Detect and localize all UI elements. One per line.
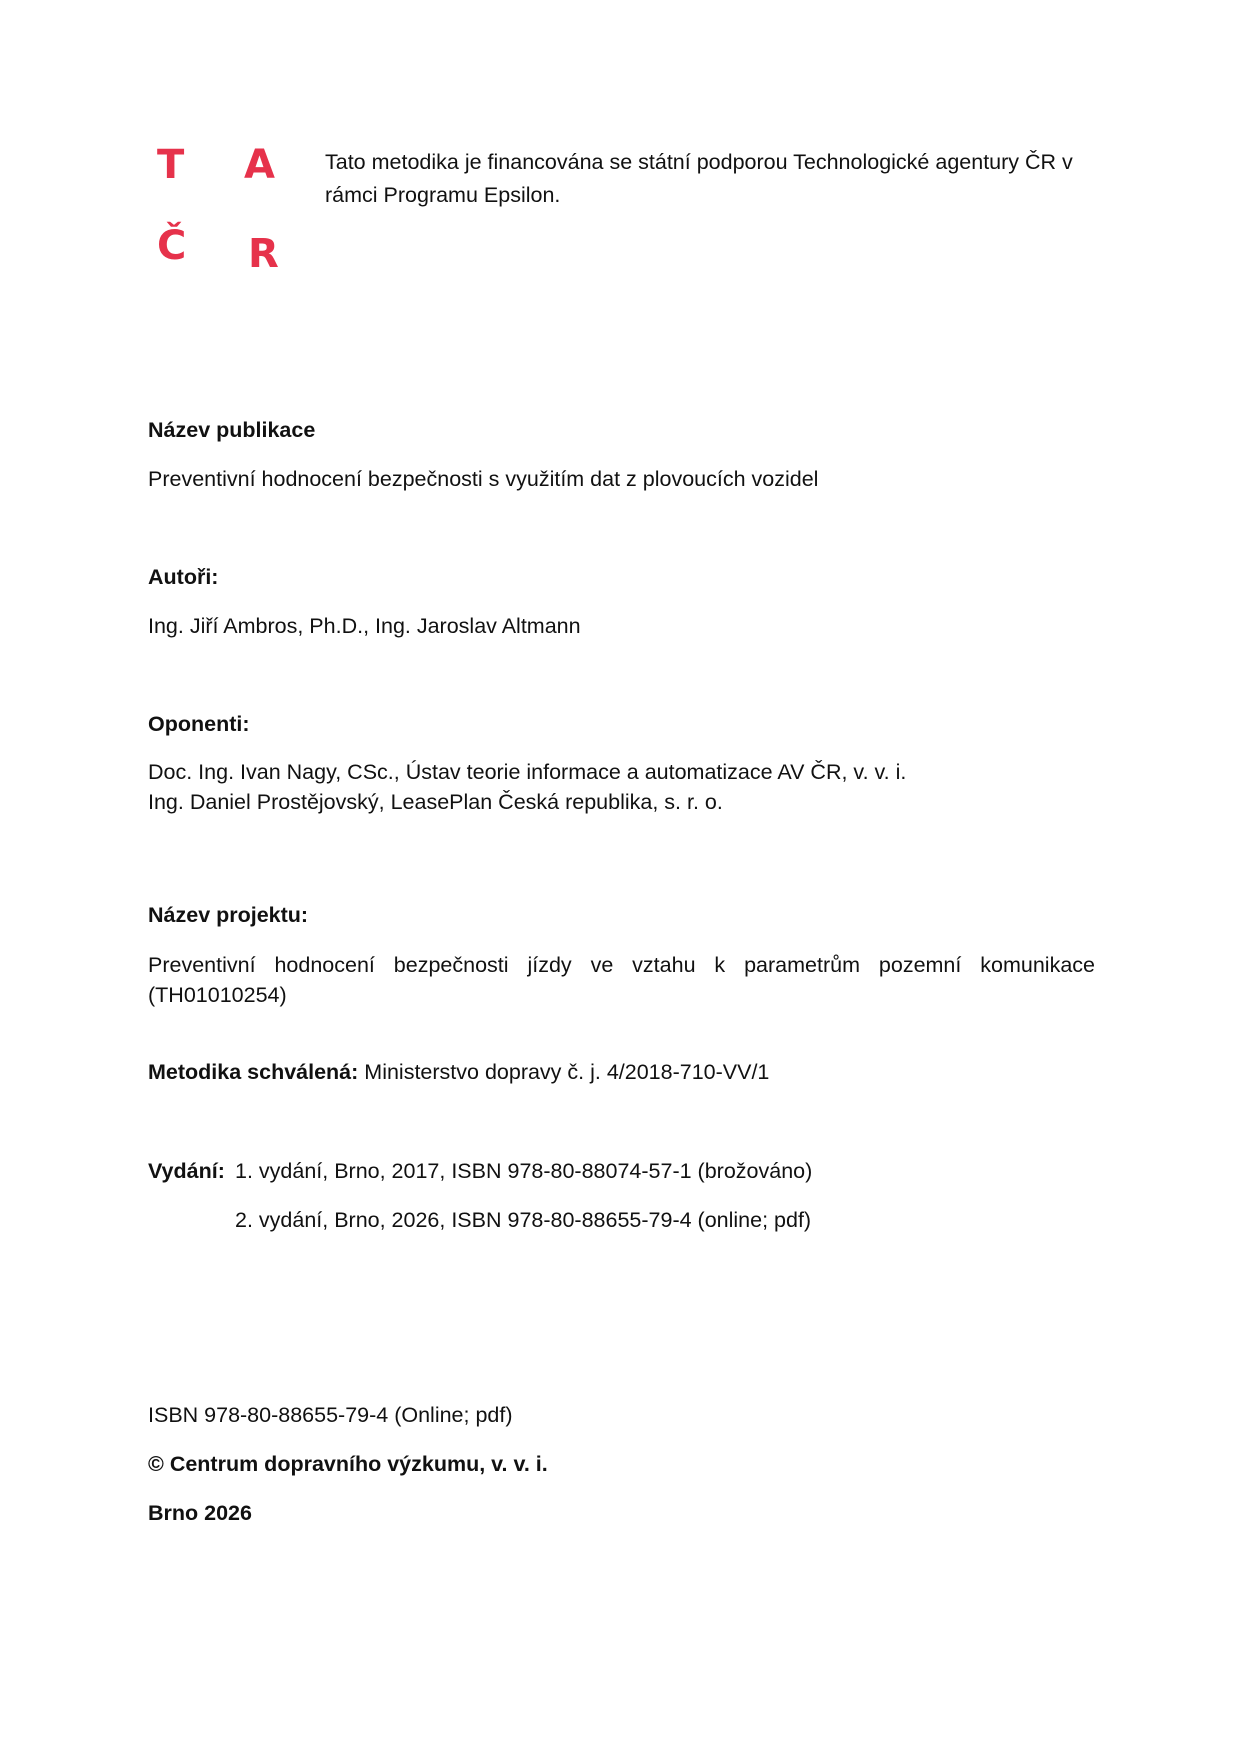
authors-value: Ing. Jiří Ambros, Ph.D., Ing. Jaroslav Altmann [148,614,581,638]
publication-label: Název publikace [148,418,316,442]
logo-letter-r: R [248,231,279,277]
approval-line [148,1058,769,1086]
reviewers-label: Oponenti: [148,712,250,736]
approval-label: Metodika schválená: [148,1060,359,1084]
project-label: Název projektu: [148,903,309,927]
edition-2: 2. vydání, Brno, 2026, ISBN 978-80-88655-79-4 (online; pdf) [235,1208,812,1232]
logo-letter-a: A [244,142,275,188]
approval-value: Ministerstvo dopravy č. j. 4/2018-710-VV/1 [364,1060,770,1084]
edition-1: 1. vydání, Brno, 2017, ISBN 978-80-88074-57-1 (brožováno) [235,1159,813,1183]
reviewer-1: Doc. Ing. Ivan Nagy, CSc., Ústav teorie informace a automatizace AV ČR, v. v. i. [148,760,907,784]
logo-letter-c-caron: Č [157,223,187,269]
place-year: Brno 2026 [148,1501,252,1525]
reviewer-2: Ing. Daniel Prostějovský, LeasePlan Česká republika, s. r. o. [148,790,723,814]
funding-note: Tato metodika je financována se státní podporou Technologické agentury ČR v rámci Programu Epsilon. [325,150,1073,207]
editions-label: Vydání: [148,1159,225,1183]
copyright: © Centrum dopravního výzkumu, v. v. i. [148,1452,548,1476]
authors-label: Autoři: [148,565,219,589]
footer-isbn: ISBN 978-80-88655-79-4 (Online; pdf) [148,1403,513,1427]
publication-title: Preventivní hodnocení bezpečnosti s využitím dat z plovoucích vozidel [148,467,819,491]
project-name: Preventivní hodnocení bezpečnosti jízdy ve vztahu k parametrům pozemní komunikace (TH01010254) [148,953,1095,1007]
logo-letter-t: T [157,142,185,188]
